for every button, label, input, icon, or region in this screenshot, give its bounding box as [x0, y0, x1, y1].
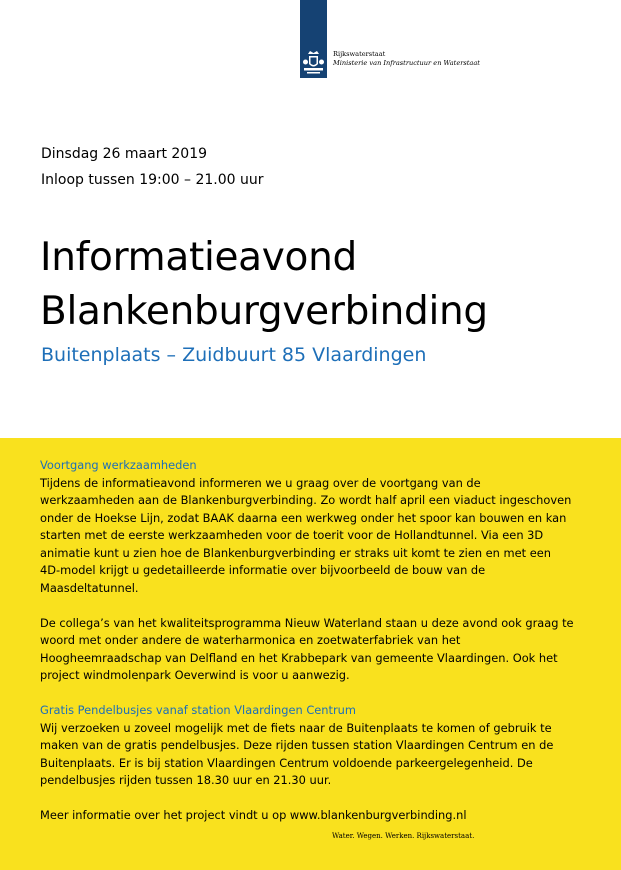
more-info-text: Meer informatie over het project vindt u op www.blankenburgverbinding.nl: [40, 808, 467, 822]
ministry-name: Ministerie van Infrastructuur en Waterstaat: [333, 59, 480, 67]
text-line: Maasdeltatunnel.: [40, 580, 139, 595]
text-line: animatie kunt u zien hoe de Blankenburgverbinding er straks uit komt te zien en met een: [40, 545, 551, 560]
event-time: Inloop tussen 19:00 – 21.00 uur: [41, 172, 264, 188]
info-content: [40, 457, 608, 825]
text-line: Hoogheemraadschap van Delfland en het Krabbepark van gemeente Vlaardingen. Ook het: [40, 650, 558, 665]
text-line: werkzaamheden aan de Blankenburgverbinding. Zo wordt half april een viaduct ingeschoven: [40, 493, 572, 507]
organization-name: Rijkswaterstaat: [333, 50, 386, 58]
section-heading-shuttle: Gratis Pendelbusjes vanaf station Vlaardingen Centrum: [40, 703, 356, 717]
title-line-1: Informatieavond: [40, 235, 357, 280]
footer-tagline: Water. Wegen. Werken. Rijkswaterstaat.: [332, 832, 475, 840]
text-line: pendelbusjes rijden tussen 18.30 uur en 21.30 uur.: [40, 773, 332, 787]
text-line: starten met de eerste werkzaamheden voor de toerit voor de Hollandtunnel. Via een 3D: [40, 528, 544, 542]
title-line-2: Blankenburgverbinding: [40, 289, 488, 334]
paragraph-shuttle: [40, 720, 608, 790]
event-date: Dinsdag 26 maart 2019: [41, 146, 208, 162]
brand-text: [333, 50, 480, 68]
event-location: Buitenplaats – Zuidbuurt 85 Vlaardingen: [41, 344, 427, 366]
text-line: 4D-model krijgt u gedetailleerde informatie over bijvoorbeeld de bouw van de: [40, 563, 486, 577]
section-heading-progress: Voortgang werkzaamheden: [40, 458, 197, 472]
text-line: Buitenplaats. Er is bij station Vlaardingen Centrum voldoende parkeergelegenheid. De: [40, 755, 533, 770]
page-title: [40, 231, 488, 339]
text-line: project windmolenpark Oeverwind is voor u aanwezig.: [40, 668, 350, 682]
paragraph-colleagues: [40, 615, 608, 685]
royal-crest-icon: [300, 48, 327, 78]
text-line: maken van de gratis pendelbusjes. Deze rijden tussen station Vlaardingen Centrum en de: [40, 738, 554, 752]
text-line: onder de Hoekse Lijn, zodat BAAK daarna een werkweg onder het spoor kan bouwen en kan: [40, 510, 567, 525]
text-line: Tijdens de informatieavond informeren we u graag over de voortgang van de: [40, 475, 481, 490]
text-line: De collega’s van het kwaliteitsprogramma Nieuw Waterland staan u deze avond ook graag te: [40, 615, 574, 630]
text-line: woord met onder andere de waterharmonica en zoetwaterfabriek van het: [40, 633, 461, 647]
text-line: Wij verzoeken u zoveel mogelijk met de fiets naar de Buitenplaats te komen of gebruik te: [40, 720, 552, 735]
paragraph-progress: [40, 475, 608, 598]
logo-bar: [300, 0, 327, 48]
